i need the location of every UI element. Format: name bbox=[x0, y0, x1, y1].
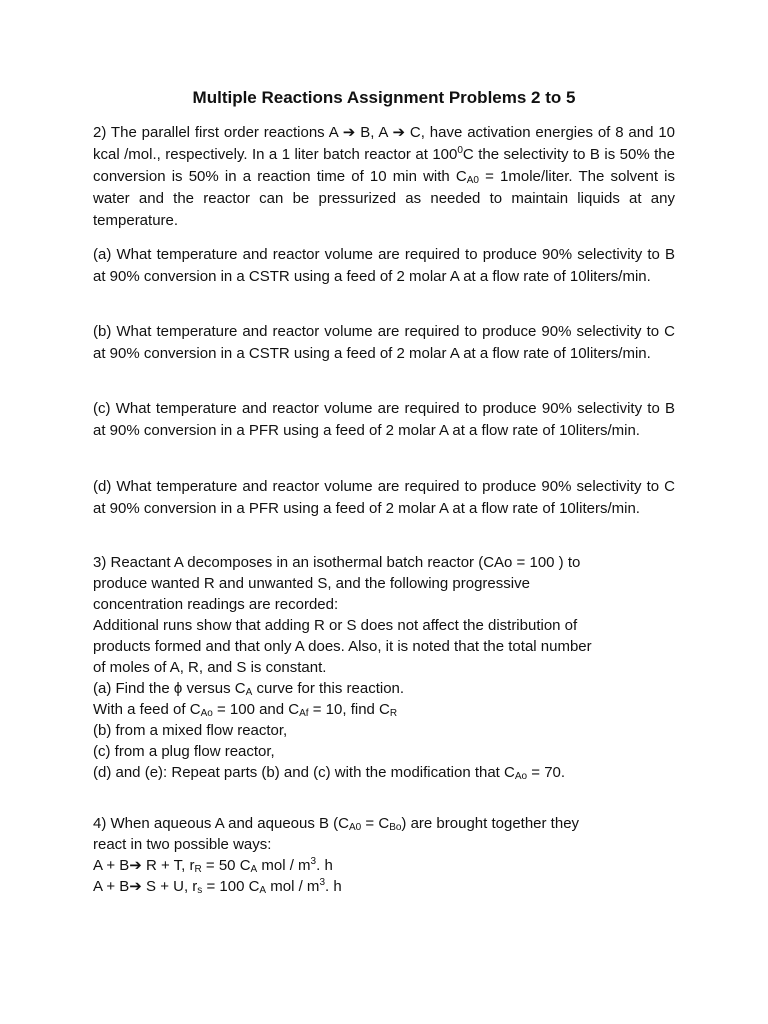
problem-3c: (c) from a plug flow reactor, bbox=[93, 743, 275, 760]
problem-3: 3) Reactant A decomposes in an isothermal batch reactor (CAo = 100 ) to produce wanted R and unwanted S, and the following progressive concentration readings are recorded: Additional runs show that adding R or S does not affect the distribution of products formed and that only A does. Also, it is noted that the total number of moles of A, R, and S is constant. (a) Find the ϕ versus $C_A$ curve for this reaction. With a feed of $C_{Ao} = 100$ and $C_{Af} = 10$, find $C_R$ (b) from a mixed flow reactor, (c) from a plug flow reactor, (d) and (e): Repeat parts (b) and (c) with the modification that $C_{Ao} = 70$. bbox=[93, 552, 675, 783]
reaction-arrow-icon: ➔ bbox=[129, 857, 142, 874]
problem-2c: (c) What temperature and reactor volume are required to produce 90% selectivity to B at 90% conversion in a PFR using a feed of 2 molar A at a flow rate of 10liters/min. bbox=[93, 400, 675, 439]
problem-3a: (a) Find the ϕ versus $C_A$ curve for this reaction. bbox=[93, 680, 405, 698]
reaction-equation-1: A + B➔ R + T, $r_R = 50$ $C_A$ mol / $m^3$. h bbox=[93, 856, 333, 875]
reaction-arrow-icon: ➔ bbox=[392, 124, 406, 141]
problem-3b: (b) from a mixed flow reactor, bbox=[93, 722, 288, 739]
reaction-arrow-icon: ➔ bbox=[342, 124, 356, 141]
reaction-equation-2: A + B➔ S + U, $r_s = 100$ $C_A$ mol / $m^3$. h bbox=[93, 877, 342, 896]
problem-3de: (d) and (e): Repeat parts (b) and (c) with the modification that $C_{Ao} = 70$. bbox=[93, 764, 566, 782]
problem-2d: (d) What temperature and reactor volume are required to produce 90% selectivity to C at 90% conversion in a PFR using a feed of 2 molar A at a flow rate of 10liters/min. bbox=[93, 478, 675, 517]
problem-2b: (b) What temperature and reactor volume are required to produce 90% selectivity to C at 90% conversion in a CSTR using a feed of 2 molar A at a flow rate of 10liters/min. bbox=[93, 323, 675, 362]
problem-4: 4) When aqueous A and aqueous B $(C_{A0} = C_{Bo})$ are brought together they react in two possible ways: A + B➔ R + T, $r_R = 50$ $C_A$ mol / $m^3$. h A + B➔ S + U, $r_s = 100$ $C_A$ mol / $m^3$. h bbox=[93, 813, 675, 897]
reaction-arrow-icon: ➔ bbox=[129, 878, 142, 895]
problem-2a: (a) What temperature and reactor volume are required to produce 90% selectivity to B at 90% conversion in a CSTR using a feed of 2 molar A at a flow rate of 10liters/min. bbox=[93, 246, 675, 285]
problem-2-statement: 2) The parallel first order reactions A ➔ B, A ➔ C, have activation energies of 8 and 10 kcal /mol., respectively. In a 1 liter batch reactor at $100^0C$ the selectivity to B is 50% the conversion is 50% in a reaction time of 10 min with $C_{A0}$ = 1mole/liter. The solvent is water and the reactor can be pressurized as needed to maintain liquids at any temperature. bbox=[93, 124, 676, 229]
phi-symbol: ϕ bbox=[173, 680, 183, 697]
document-title: Multiple Reactions Assignment Problems 2 to 5 bbox=[192, 88, 576, 107]
